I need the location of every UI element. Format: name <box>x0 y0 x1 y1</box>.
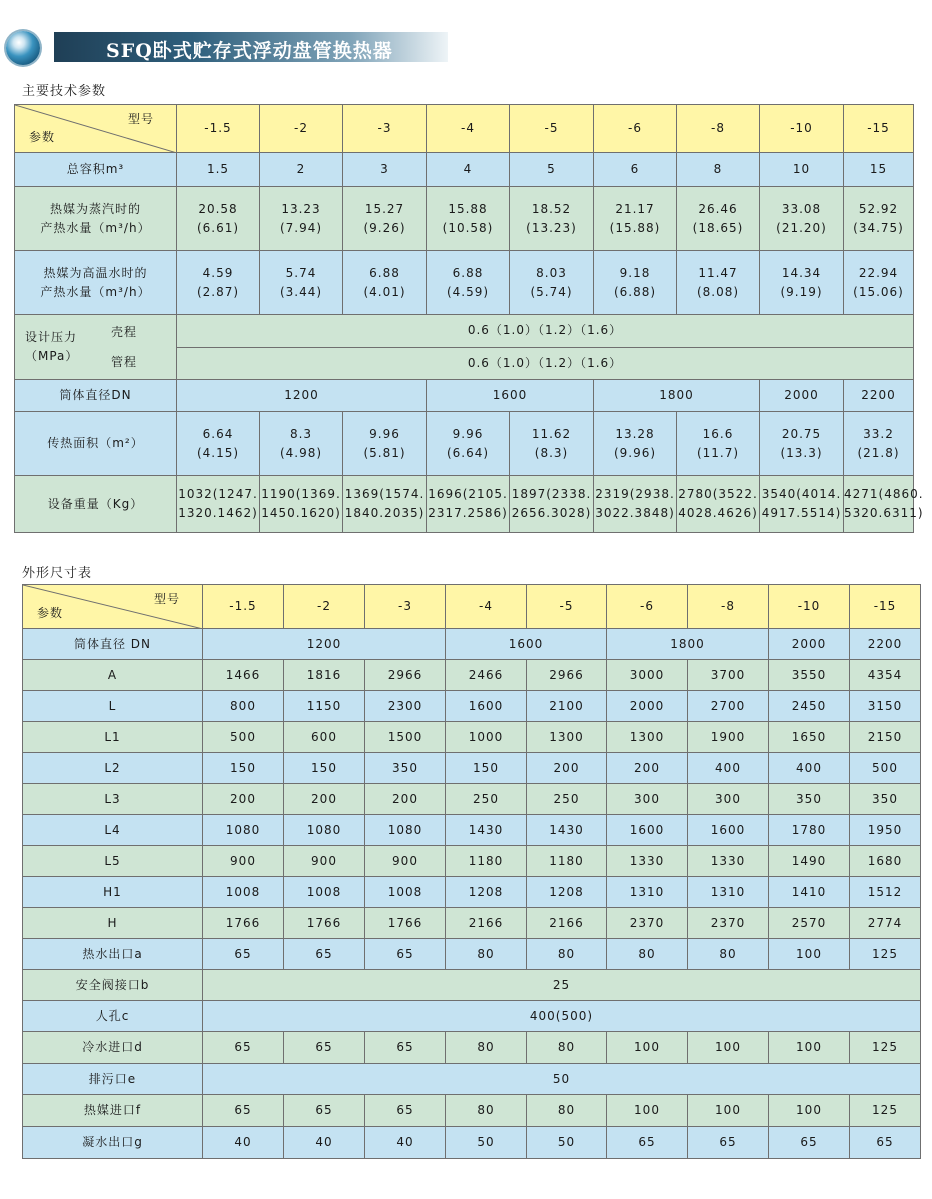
table-cell: 5 <box>510 153 594 187</box>
table-cell: 50 <box>527 1127 607 1159</box>
model-cell: -6 <box>594 105 677 153</box>
model-cell: -8 <box>677 105 760 153</box>
table-cell: 2370 <box>688 908 769 939</box>
table-cell: 1330 <box>688 846 769 877</box>
table-cell: 400 <box>769 753 850 784</box>
table-cell: 300 <box>688 784 769 815</box>
condense-row <box>23 1127 921 1159</box>
table-cell: 125 <box>850 1095 921 1127</box>
table-cell: 1200 <box>177 380 427 412</box>
table-cell: 65 <box>284 939 365 970</box>
table-cell: 65 <box>284 1032 365 1064</box>
table-cell: 900 <box>203 846 284 877</box>
dimensions-heading: 外形尺寸表 <box>22 566 93 581</box>
table-cell: 20.58 (6.61) <box>177 187 260 251</box>
table-cell: 125 <box>850 1032 921 1064</box>
table-cell: 3 <box>343 153 427 187</box>
model-cell: -10 <box>769 585 850 629</box>
table-cell: 2166 <box>446 908 527 939</box>
table-cell: 1410 <box>769 877 850 908</box>
pressure-shell-row <box>15 315 914 348</box>
table-cell: 16.6 (11.7) <box>677 412 760 476</box>
table-cell: 8.3 (4.98) <box>260 412 343 476</box>
table-cell: 1150 <box>284 691 365 722</box>
table-cell: 1080 <box>284 815 365 846</box>
label-line: （MPa） <box>25 349 79 363</box>
model-cell: -15 <box>844 105 914 153</box>
table-cell: 4271(4860. 5320.6311) <box>844 476 914 533</box>
table-cell: 4.59 (2.87) <box>177 251 260 315</box>
row-label: 排污口e <box>23 1064 203 1095</box>
table-cell: 14.34 (9.19) <box>760 251 844 315</box>
volume-row <box>15 153 914 187</box>
table-cell: 1490 <box>769 846 850 877</box>
row-label: H <box>23 908 203 939</box>
row-label: 总容积m³ <box>15 153 177 187</box>
table-cell: 50 <box>446 1127 527 1159</box>
table-cell: 1766 <box>203 908 284 939</box>
table-cell: 250 <box>446 784 527 815</box>
table-cell: 80 <box>607 939 688 970</box>
table-cell: 2100 <box>527 691 607 722</box>
row-label <box>15 187 177 251</box>
label-line: 热媒为蒸汽时的 <box>49 201 141 216</box>
table-cell: 65 <box>365 1032 446 1064</box>
table-cell: 13.28 (9.96) <box>594 412 677 476</box>
table-cell: 65 <box>850 1127 921 1159</box>
table-cell: 8.03 (5.74) <box>510 251 594 315</box>
model-cell: -2 <box>284 585 365 629</box>
dimension-row <box>23 908 921 939</box>
table-cell: 15.88 (10.58) <box>427 187 510 251</box>
model-cell: -4 <box>446 585 527 629</box>
row-label: A <box>23 660 203 691</box>
table-cell: 1369(1574. 1840.2035) <box>343 476 427 533</box>
table-cell: 65 <box>365 939 446 970</box>
table-cell: 5.74 (3.44) <box>260 251 343 315</box>
row-label <box>15 251 177 315</box>
shell-label: 壳程 <box>111 325 138 339</box>
table-cell: 150 <box>446 753 527 784</box>
table-cell: 80 <box>527 1095 607 1127</box>
tube-pressure-value: 0.6（1.0）（1.2）（1.6） <box>177 347 914 380</box>
row-label: 冷水进口d <box>23 1032 203 1064</box>
table-cell: 1300 <box>527 722 607 753</box>
table-cell: 1300 <box>607 722 688 753</box>
model-cell: -4 <box>427 105 510 153</box>
hotwater-row <box>15 251 914 315</box>
table-cell: 1466 <box>203 660 284 691</box>
dimension-row <box>23 784 921 815</box>
table-cell: 1032(1247. 1320.1462) <box>177 476 260 533</box>
cold-row <box>23 1032 921 1064</box>
table-cell: 65 <box>365 1095 446 1127</box>
table-cell: 350 <box>365 753 446 784</box>
table-cell: 52.92 (34.75) <box>844 187 914 251</box>
table-cell: 1600 <box>607 815 688 846</box>
table-cell: 1780 <box>769 815 850 846</box>
table-cell: 40 <box>203 1127 284 1159</box>
table-cell: 1430 <box>527 815 607 846</box>
table-cell: 80 <box>527 939 607 970</box>
model-cell: -1.5 <box>203 585 284 629</box>
table-cell: 250 <box>527 784 607 815</box>
table-cell: 8 <box>677 153 760 187</box>
model-cell: -3 <box>365 585 446 629</box>
tech-params-table <box>14 104 924 533</box>
area-row <box>15 412 914 476</box>
table-cell: 2000 <box>769 629 850 660</box>
table-cell: 3000 <box>607 660 688 691</box>
table-cell: 80 <box>446 1032 527 1064</box>
table-cell: 2780(3522. 4028.4626) <box>677 476 760 533</box>
model-cell: -6 <box>607 585 688 629</box>
table-cell: 800 <box>203 691 284 722</box>
table-cell: 1008 <box>203 877 284 908</box>
row-label: L5 <box>23 846 203 877</box>
table-cell: 6.64 (4.15) <box>177 412 260 476</box>
table-cell: 2200 <box>844 380 914 412</box>
table-cell: 26.46 (18.65) <box>677 187 760 251</box>
globe-icon <box>6 31 40 65</box>
table-cell: 2319(2938. 3022.3848) <box>594 476 677 533</box>
dimension-row <box>23 722 921 753</box>
table-cell: 80 <box>446 939 527 970</box>
table-cell: 200 <box>365 784 446 815</box>
table-cell: 1650 <box>769 722 850 753</box>
page-title: SFQ卧式贮存式浮动盘管换热器 <box>106 40 393 62</box>
table-cell: 1430 <box>446 815 527 846</box>
table-cell: 2150 <box>850 722 921 753</box>
table-cell: 15 <box>844 153 914 187</box>
table-cell: 2166 <box>527 908 607 939</box>
table-cell: 1600 <box>446 691 527 722</box>
t2-header-row <box>23 585 921 629</box>
header-model-label: 型号 <box>153 592 180 606</box>
row-label: 热媒进口f <box>23 1095 203 1127</box>
manhole-row <box>23 1001 921 1032</box>
table-cell: 18.52 (13.23) <box>510 187 594 251</box>
table-cell: 15.27 (9.26) <box>343 187 427 251</box>
table-cell: 2966 <box>527 660 607 691</box>
row-label: 设备重量（Kg） <box>15 476 177 533</box>
t2-diagonal-header <box>23 585 203 629</box>
row-label: L3 <box>23 784 203 815</box>
table-cell: 1000 <box>446 722 527 753</box>
tube-label: 管程 <box>111 355 138 369</box>
dimension-row <box>23 815 921 846</box>
table-cell: 11.62 (8.3) <box>510 412 594 476</box>
table-cell: 350 <box>850 784 921 815</box>
table-cell: 1180 <box>527 846 607 877</box>
table-cell: 2450 <box>769 691 850 722</box>
table-cell: 2000 <box>760 380 844 412</box>
table-cell: 1512 <box>850 877 921 908</box>
row-label: 人孔c <box>23 1001 203 1032</box>
table-cell: 1500 <box>365 722 446 753</box>
table-cell: 300 <box>607 784 688 815</box>
table-cell: 400 <box>688 753 769 784</box>
table-cell: 100 <box>607 1095 688 1127</box>
row-label: L4 <box>23 815 203 846</box>
t1-header-row <box>15 105 914 153</box>
table-cell: 65 <box>284 1095 365 1127</box>
table-cell: 6.88 (4.01) <box>343 251 427 315</box>
table-cell: 65 <box>203 1032 284 1064</box>
label-line: 设计压力 <box>25 329 78 344</box>
table-cell: 40 <box>284 1127 365 1159</box>
table-cell: 125 <box>850 939 921 970</box>
dimension-row <box>23 660 921 691</box>
table-cell: 200 <box>284 784 365 815</box>
table-cell: 80 <box>527 1032 607 1064</box>
model-cell: -5 <box>510 105 594 153</box>
table-cell: 40 <box>365 1127 446 1159</box>
model-cell: -8 <box>688 585 769 629</box>
table-cell: 100 <box>769 1095 850 1127</box>
table-cell: 65 <box>203 1095 284 1127</box>
label-line: 产热水量（m³/h） <box>40 284 151 299</box>
row-label: 传热面积（m²） <box>15 412 177 476</box>
model-cell: -10 <box>760 105 844 153</box>
table-cell: 21.17 (15.88) <box>594 187 677 251</box>
row-label: L2 <box>23 753 203 784</box>
header-param-label: 参数 <box>29 130 56 145</box>
weight-row <box>15 476 914 533</box>
table-cell: 100 <box>769 939 850 970</box>
table-cell: 1310 <box>607 877 688 908</box>
title-banner <box>6 30 446 64</box>
tech-params-heading: 主要技术参数 <box>22 84 107 99</box>
table-cell: 9.18 (6.88) <box>594 251 677 315</box>
table-cell: 13.23 (7.94) <box>260 187 343 251</box>
table-cell: 500 <box>850 753 921 784</box>
shell-pressure-value: 0.6（1.0）（1.2）（1.6） <box>177 315 914 348</box>
model-cell: -3 <box>343 105 427 153</box>
table-cell: 2300 <box>365 691 446 722</box>
table-cell: 3550 <box>769 660 850 691</box>
table-cell: 2966 <box>365 660 446 691</box>
row-label: 筒体直径 DN <box>23 629 203 660</box>
table-cell: 33.2 (21.8) <box>844 412 914 476</box>
row-label: H1 <box>23 877 203 908</box>
row-label: 凝水出口g <box>23 1127 203 1159</box>
row-label: 筒体直径DN <box>15 380 177 412</box>
model-cell: -2 <box>260 105 343 153</box>
safety-row <box>23 970 921 1001</box>
table-cell: 65 <box>203 939 284 970</box>
table-cell: 1008 <box>365 877 446 908</box>
model-cell: -15 <box>850 585 921 629</box>
table-cell: 65 <box>769 1127 850 1159</box>
header-model-label: 型号 <box>127 112 154 126</box>
table-cell: 1008 <box>284 877 365 908</box>
table-cell: 22.94 (15.06) <box>844 251 914 315</box>
table-cell: 1330 <box>607 846 688 877</box>
table-cell: 1208 <box>527 877 607 908</box>
table-cell: 350 <box>769 784 850 815</box>
table-cell: 11.47 (8.08) <box>677 251 760 315</box>
table-cell: 20.75 (13.3) <box>760 412 844 476</box>
model-cell: -5 <box>527 585 607 629</box>
row-label: L <box>23 691 203 722</box>
dimension-rows <box>23 660 921 970</box>
table-cell: 2774 <box>850 908 921 939</box>
heatin-row <box>23 1095 921 1127</box>
table-cell: 2466 <box>446 660 527 691</box>
table-cell: 2700 <box>688 691 769 722</box>
table-cell: 100 <box>688 1095 769 1127</box>
table-cell: 100 <box>769 1032 850 1064</box>
table-cell: 1900 <box>688 722 769 753</box>
table-cell: 1080 <box>203 815 284 846</box>
table-cell: 4354 <box>850 660 921 691</box>
table-cell: 100 <box>688 1032 769 1064</box>
table-cell: 4 <box>427 153 510 187</box>
pressure-label-cell <box>15 315 177 380</box>
row-label: 安全阀接口b <box>23 970 203 1001</box>
dimension-row <box>23 691 921 722</box>
table-cell: 100 <box>607 1032 688 1064</box>
table-cell: 2200 <box>850 629 921 660</box>
label-line: 热媒为高温水时的 <box>43 265 148 280</box>
table-cell: 1208 <box>446 877 527 908</box>
table-cell: 33.08 (21.20) <box>760 187 844 251</box>
table-cell: 6.88 (4.59) <box>427 251 510 315</box>
table-cell: 25 <box>203 970 921 1001</box>
table-cell: 600 <box>284 722 365 753</box>
steam-row <box>15 187 914 251</box>
dimensions-table <box>22 584 921 1159</box>
table-cell: 65 <box>688 1127 769 1159</box>
drain-row <box>23 1064 921 1095</box>
table-cell: 200 <box>527 753 607 784</box>
table-cell: 1680 <box>850 846 921 877</box>
dimension-row <box>23 753 921 784</box>
table-cell: 1766 <box>284 908 365 939</box>
diameter-row <box>23 629 921 660</box>
table-cell: 80 <box>446 1095 527 1127</box>
table-cell: 50 <box>203 1064 921 1095</box>
table-cell: 1180 <box>446 846 527 877</box>
table-cell: 1950 <box>850 815 921 846</box>
table-cell: 1310 <box>688 877 769 908</box>
table-cell: 9.96 (6.64) <box>427 412 510 476</box>
table-cell: 3150 <box>850 691 921 722</box>
table-cell: 1.5 <box>177 153 260 187</box>
table-cell: 1897(2338. 2656.3028) <box>510 476 594 533</box>
label-line: 产热水量（m³/h） <box>40 220 151 235</box>
dimension-row <box>23 939 921 970</box>
row-label: L1 <box>23 722 203 753</box>
table-cell: 900 <box>365 846 446 877</box>
model-cell: -1.5 <box>177 105 260 153</box>
table-cell: 500 <box>203 722 284 753</box>
table-cell: 10 <box>760 153 844 187</box>
table-cell: 1800 <box>594 380 760 412</box>
dimension-row <box>23 846 921 877</box>
dimension-row <box>23 877 921 908</box>
table-cell: 1766 <box>365 908 446 939</box>
diameter-row <box>15 380 914 412</box>
table-cell: 200 <box>607 753 688 784</box>
table-cell: 65 <box>607 1127 688 1159</box>
table-cell: 9.96 (5.81) <box>343 412 427 476</box>
header-param-label: 参数 <box>37 606 64 621</box>
table-cell: 1600 <box>688 815 769 846</box>
table-cell: 1200 <box>203 629 446 660</box>
table-cell: 1080 <box>365 815 446 846</box>
table-cell: 6 <box>594 153 677 187</box>
t1-diagonal-header <box>15 105 177 153</box>
table-cell: 3540(4014. 4917.5514) <box>760 476 844 533</box>
table-cell: 3700 <box>688 660 769 691</box>
table-cell: 1800 <box>607 629 769 660</box>
table-cell: 2 <box>260 153 343 187</box>
table-cell: 1190(1369. 1450.1620) <box>260 476 343 533</box>
table-cell: 900 <box>284 846 365 877</box>
row-label: 热水出口a <box>23 939 203 970</box>
table-cell: 80 <box>688 939 769 970</box>
table-cell: 1696(2105. 2317.2586) <box>427 476 510 533</box>
table-cell: 150 <box>203 753 284 784</box>
table-cell: 2370 <box>607 908 688 939</box>
table-cell: 2000 <box>607 691 688 722</box>
table-cell: 2570 <box>769 908 850 939</box>
table-cell: 1600 <box>446 629 607 660</box>
table-cell: 150 <box>284 753 365 784</box>
table-cell: 1816 <box>284 660 365 691</box>
table-cell: 200 <box>203 784 284 815</box>
table-cell: 1600 <box>427 380 594 412</box>
table-cell: 400(500) <box>203 1001 921 1032</box>
